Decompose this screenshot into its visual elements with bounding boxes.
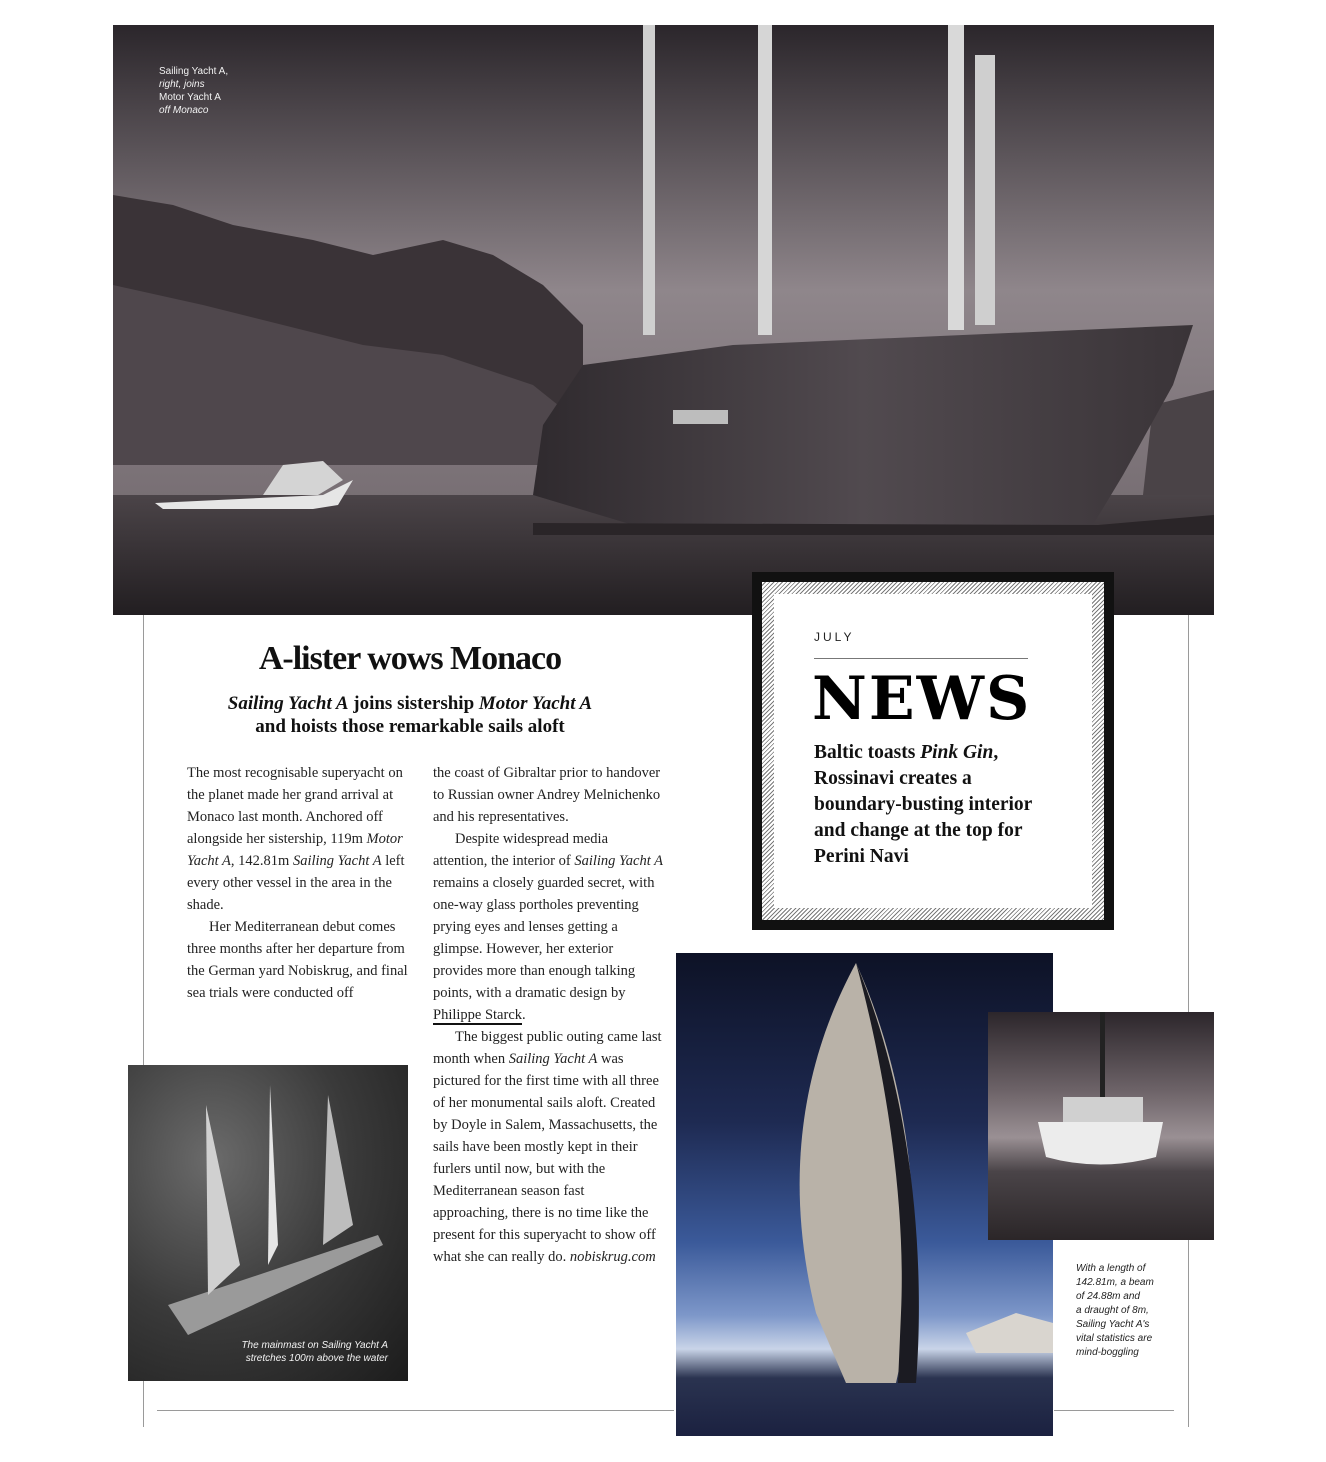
paragraph [187, 762, 409, 916]
text-run: was pictured for the first time with all three of her monumental sails aloft. Created by Doyle in Salem, Massachusetts, the sails have been mostly kept in their furlers until now, but with the Mediterranean season fast approaching, there is no time like the present for this superyacht to show off what she can really do. [433, 1051, 659, 1265]
mast-1 [643, 25, 655, 335]
hull-porthole [673, 410, 728, 424]
article-standfirst [150, 692, 670, 738]
sail-shape [268, 1085, 278, 1265]
text-run: , Rossinavi creates a boundary-busting interior and change at the top for Perini Navi [814, 742, 1032, 867]
news-box [752, 572, 1114, 930]
text-run: The most recognisable superyacht on the planet made her grand arrival at Monaco last month. Anchored off alongside her sistership, 119m [187, 765, 403, 847]
stern-deck [1063, 1097, 1143, 1122]
hero-caption-line: Motor Yacht A [159, 92, 221, 103]
text-run: remains a closely guarded secret, with one-way glass portholes preventing prying eyes and lenses getting a glimpse. However, her exterior provides more than enough talking points, with a dramatic design by [433, 875, 655, 1001]
caption-line: mind-boggling [1076, 1347, 1139, 1358]
caption-line: vital statistics are [1076, 1333, 1153, 1344]
sail-shape [323, 1095, 353, 1245]
text-run: . [522, 1007, 526, 1023]
paragraph: Her Mediterranean debut comes three months after her departure from the German yard Nobiskrug, and final sea trials were conducted off [187, 919, 408, 1001]
text-run: Pink Gin [920, 742, 994, 763]
hero-caption-line: off Monaco [159, 105, 209, 116]
news-rule [814, 658, 1028, 659]
paragraph [433, 1026, 663, 1268]
caption-line: Sailing Yacht A's [1076, 1319, 1150, 1330]
text-run: left every other vessel in the area in the shade. [187, 853, 405, 913]
text-run: Baltic toasts [814, 742, 921, 763]
caption-line: a draught of 8m, [1076, 1305, 1149, 1316]
standfirst-part: Motor Yacht A [478, 693, 593, 714]
news-month: JULY [814, 630, 855, 644]
hero-illustration [113, 25, 1214, 615]
article-column-1 [187, 762, 409, 1004]
sail-shape [206, 1105, 240, 1295]
stern-illustration [988, 1012, 1214, 1240]
sails-caption: The mainmast on Sailing Yacht A stretches 100m above the water [241, 1340, 388, 1364]
text-run: Despite widespread media attention, the interior of [433, 831, 609, 869]
article-headline: A-lister wows Monaco [258, 640, 562, 677]
coast-shape [966, 1313, 1053, 1353]
sails-illustration [128, 1065, 408, 1381]
text-run: Sailing Yacht A [508, 1051, 598, 1067]
caption-line: With a length of [1076, 1263, 1146, 1274]
text-run: Sailing Yacht A [292, 853, 382, 869]
article-column-2 [433, 762, 663, 1268]
website-link[interactable]: nobiskrug.com [569, 1249, 656, 1265]
designer-link[interactable]: Philippe Starck [433, 1007, 523, 1023]
paragraph [433, 828, 663, 1026]
standfirst-part: Sailing Yacht A [227, 693, 349, 714]
text-run: Motor Yacht A [187, 831, 403, 869]
text-run: , 142.81m [230, 853, 293, 869]
hero-caption [159, 65, 269, 117]
hero-caption-line: Sailing Yacht A, [159, 66, 229, 77]
news-summary [814, 740, 1054, 870]
stats-caption [1076, 1262, 1186, 1360]
text-run: Sailing Yacht A [574, 853, 663, 869]
stern-hull [1038, 1122, 1163, 1165]
news-title: NEWS [812, 664, 1032, 734]
frame-line-bottom [157, 1410, 674, 1411]
mast-4 [975, 55, 995, 325]
standfirst-part: joins sistership [348, 693, 479, 714]
frame-line-bottom-right [1054, 1410, 1174, 1411]
caption-line: of 24.88m and [1076, 1291, 1140, 1302]
stern-photo [988, 1012, 1214, 1240]
hero-photo [113, 25, 1214, 615]
hero-caption-line: right, joins [159, 79, 205, 90]
sails-photo [128, 1065, 408, 1381]
mast-3 [948, 25, 964, 330]
mast-2 [758, 25, 772, 335]
paragraph: the coast of Gibraltar prior to handover to Russian owner Andrey Melnichenko and his representatives. [433, 765, 661, 825]
standfirst-line2: and hoists those remarkable sails aloft [255, 716, 565, 737]
text-run: The biggest public outing came last month when [433, 1029, 662, 1067]
caption-line: 142.81m, a beam [1076, 1277, 1154, 1288]
